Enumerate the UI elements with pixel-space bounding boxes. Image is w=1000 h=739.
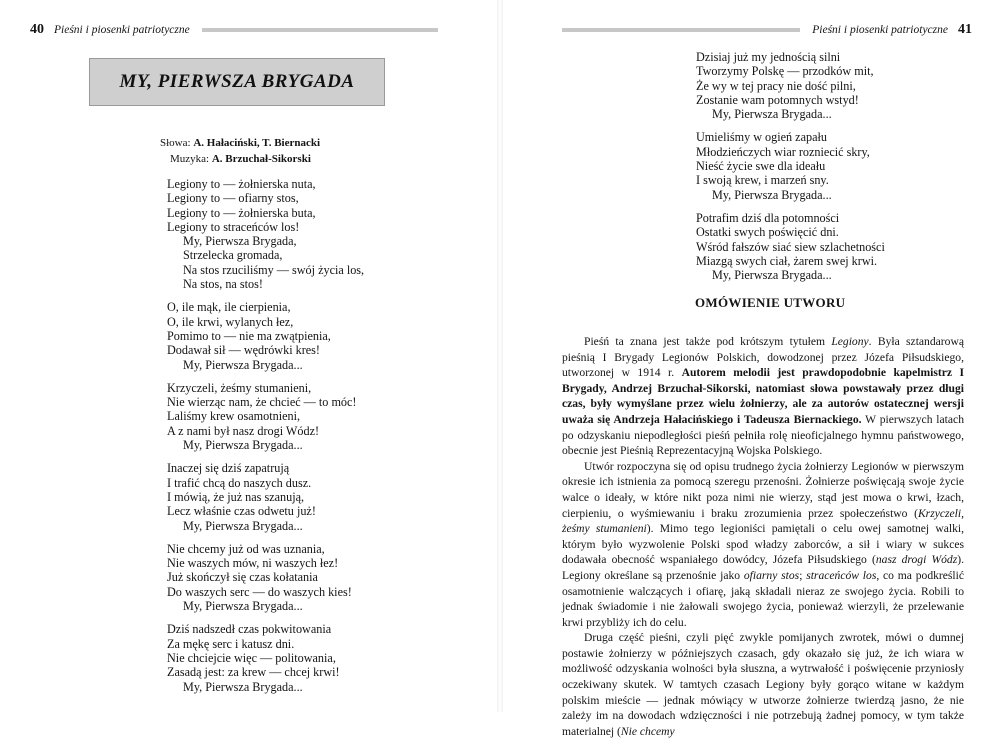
italic-quote: Legiony xyxy=(831,335,869,348)
verse-line: O, ile krwi, wylanych łez, xyxy=(167,314,294,329)
verse-line: Dzisiaj już my jednością silni xyxy=(696,50,841,64)
verse-line: Za mękę serc i katusz dni. xyxy=(167,636,295,651)
page-number-left: 40 xyxy=(30,22,44,37)
commentary-paragraph xyxy=(562,334,964,459)
verse-line: Inaczej się dziś zapatrują xyxy=(167,461,290,476)
text-segment: ). Legiony określane są przenośnie jako xyxy=(562,553,964,582)
stanza xyxy=(167,300,364,371)
section-title: OMÓWIENIE UTWORU xyxy=(695,295,846,310)
refrain-line: My, Pierwsza Brygada... xyxy=(183,518,303,533)
verse-line: Dodawał sił — wędrówki kres! xyxy=(167,343,320,358)
verse-line: Do waszych serc — do waszych kies! xyxy=(167,584,352,599)
refrain-line: My, Pierwsza Brygada... xyxy=(183,679,303,694)
refrain-line: Na stos, na stos! xyxy=(183,277,263,292)
verse-line: Tworzymy Polskę — przodków mit, xyxy=(696,64,874,79)
verse-line: Wśród fałszów siać siew szlachetności xyxy=(696,239,885,254)
running-title-right: Pieśni i piosenki patriotyczne xyxy=(812,24,948,36)
right-page xyxy=(500,0,1000,738)
stanza xyxy=(167,461,364,532)
verse-line: Krzyczeli, żeśmy stumanieni, xyxy=(167,380,312,395)
commentary-text xyxy=(562,334,964,739)
stanza xyxy=(167,622,364,693)
italic-quote: Nie chcemy xyxy=(620,724,675,738)
italic-quote: Krzyczeli, żeśmy stumanieni xyxy=(562,506,964,536)
verse-line: Umieliśmy w ogień zapału xyxy=(696,130,827,145)
italic-quote: nasz drogi Wódz xyxy=(875,553,958,567)
stanza xyxy=(167,542,364,613)
running-title-left: Pieśni i piosenki patriotyczne xyxy=(54,24,190,36)
verse-line: Że wy w tej pracy nie dość pilni, xyxy=(696,78,856,93)
text-segment: , co ma podkreślić osamotnienie walczących i ofiarę, jaką składali nieraz ze swojego życia. Robili to jednak świadomie i nie żałowali swojego życia, ponieważ wierzyli, że przelewanie krwi przybliży ich do celu. xyxy=(562,568,965,629)
song-title: MY, PIERWSZA BRYGADA xyxy=(119,71,355,92)
poem-column-left xyxy=(167,177,364,703)
refrain-line: My, Pierwsza Brygada... xyxy=(183,599,303,614)
refrain-line: Na stos rzuciliśmy — swój życia los, xyxy=(183,262,365,277)
verse-line: Legiony to — żołnierska buta, xyxy=(167,205,316,220)
verse-line: I mówią, że już nas szanują, xyxy=(167,489,305,504)
verse-line: Zasadą jest: za krew — chcej krwi! xyxy=(167,665,340,680)
running-head-right xyxy=(562,22,972,38)
song-credits xyxy=(160,135,320,167)
left-page xyxy=(0,0,500,712)
text-segment: Utwór rozpoczyna się od opisu trudnego życia żołnierzy Legionów w pierwszym okresie ich istnienia za pomocą szeregu przenośni. Żołnierze poświęcają swoje życie walce o ideały, w które nikt poza nimi nie wierzy, stąd jest mowa o krwi, łzach, cierpieniu, o wyśmiewaniu i braku zrozumienia przez społeczeństwo ( xyxy=(562,459,964,520)
verse-line: A z nami był nasz drogi Wódz! xyxy=(167,423,320,438)
refrain-line: My, Pierwsza Brygada... xyxy=(712,107,832,122)
refrain-line: Strzelecka gromada, xyxy=(183,248,283,263)
refrain-line: My, Pierwsza Brygada... xyxy=(712,187,832,202)
verse-line: I trafić chcą do naszych dusz. xyxy=(167,475,312,490)
refrain-line: My, Pierwsza Brygada... xyxy=(712,268,832,283)
stanza xyxy=(696,130,885,201)
stanza xyxy=(167,177,364,291)
verse-line: Lecz właśnie czas odwetu już! xyxy=(167,504,316,519)
stanza xyxy=(696,50,885,121)
text-segment: . Była sztandarową pieśnią I Brygady Legionów Polskich, dowodzonej przez Józefa Piłsudskiego, utworzonej w 1914 r. xyxy=(562,335,964,380)
commentary-paragraph xyxy=(562,459,964,631)
refrain-line: My, Pierwsza Brygada... xyxy=(183,357,303,372)
stanza xyxy=(167,381,364,452)
music-credit xyxy=(160,151,320,167)
italic-quote: straceńców los xyxy=(806,568,877,582)
text-segment: W pierwszych latach po odzyskaniu niepodległości pieśń pełniła rolę nieoficjalnego hymnu państwowego, obecnie jest Pieśnią Reprezentacyjną Wojska Polskiego. xyxy=(562,412,964,458)
header-rule-right xyxy=(562,28,800,32)
verse-line: Ostatki swych poświęcić dni. xyxy=(696,225,839,240)
verse-line: Potrafim dziś dla potomności xyxy=(696,210,840,225)
verse-line: Legiony to — żołnierska nuta, xyxy=(167,177,316,191)
verse-line: Zostanie wam potomnych wstyd! xyxy=(696,92,859,107)
page-number-right: 41 xyxy=(958,22,972,37)
verse-line: Legiony to straceńców los! xyxy=(167,219,300,234)
text-segment: ). Mimo tego legioniści pamiętali o celu owej samotnej walki, którym było wyzwolenie Polski spod władzy zaborców, a sił i wiary w sukces dodawała obecność wspaniałego dowódcy, Józefa Piłsudskiego ( xyxy=(562,522,965,567)
music-label: Muzyka: xyxy=(170,153,210,165)
text-segment: ; xyxy=(799,568,807,582)
words-label: Słowa: xyxy=(160,137,191,149)
commentary-paragraph xyxy=(562,630,964,739)
verse-line: Miazgą swych ciał, żarem swej krwi. xyxy=(696,253,878,268)
verse-line: O, ile mąk, ile cierpienia, xyxy=(167,300,291,315)
running-head-left xyxy=(30,22,438,38)
stanza xyxy=(696,211,885,282)
italic-quote: ofiarny stos xyxy=(743,568,800,582)
poem-column-right xyxy=(696,50,885,291)
verse-line: Już skończył się czas kołatania xyxy=(167,570,318,585)
bold-text: Autorem melodii jest prawdopodobnie kapelmistrz I Brygady, Andrzej Brzuchał-Sikorski, natomiast słowa powstawały przez długi czas, były wymyślane przez wielu żołnierzy, ale za autorów ostatecznej wersji uważa się Andrzeja Hałacińskiego i Tadeusza Biernackiego. xyxy=(562,366,964,426)
refrain-line: My, Pierwsza Brygada, xyxy=(183,234,297,249)
text-segment: Pieśń ta znana jest także pod krótszym tytułem xyxy=(584,335,832,348)
verse-line: Nie wierząc nam, że chcieć — to móc! xyxy=(167,395,357,410)
verse-line: Nie waszych mów, ni waszych łez! xyxy=(167,556,339,571)
words-credit xyxy=(160,135,320,151)
verse-line: Nie chciejcie więc — politowania, xyxy=(167,650,336,665)
header-rule-left xyxy=(202,28,438,32)
refrain-line: My, Pierwsza Brygada... xyxy=(183,438,303,453)
song-title-box xyxy=(89,58,385,106)
words-authors: A. Hałaciński, T. Biernacki xyxy=(193,137,321,149)
verse-line: Nie chcemy już od was uznania, xyxy=(167,541,325,556)
text-segment: Druga część pieśni, czyli pięć zwykle pomijanych zwrotek, mówi o dumnej postawie żołnierzy w późniejszych czasach, gdy okazało się już, że ich wiara w możliwość odzyskania wolności była słuszna, a wytrwałość i poświęcenie przyniosły oczekiwany skutek. W tamtych czasach Legiony były gorąco witane w każdym polskim mieście — jednak mówiący w utworze żołnierze twierdzą jasno, że nie zależy im na dowodach wdzięczności i nie potrzebują żadnej pomocy, w tym także materialnej ( xyxy=(562,631,964,738)
verse-line: Dziś nadszedł czas pokwitowania xyxy=(167,622,332,637)
music-author: A. Brzuchał-Sikorski xyxy=(211,153,311,165)
verse-line: Pomimo to — nie ma zwątpienia, xyxy=(167,328,331,343)
verse-line: Nieść życie swe dla ideału xyxy=(696,159,826,174)
verse-line: Laliśmy krew osamotnieni, xyxy=(167,409,301,424)
verse-line: Legiony to — ofiarny stos, xyxy=(167,191,299,206)
verse-line: Młodzieńczych wiar roznieсić skry, xyxy=(696,144,870,159)
verse-line: I swoją krew, i marzeń sny. xyxy=(696,173,829,188)
